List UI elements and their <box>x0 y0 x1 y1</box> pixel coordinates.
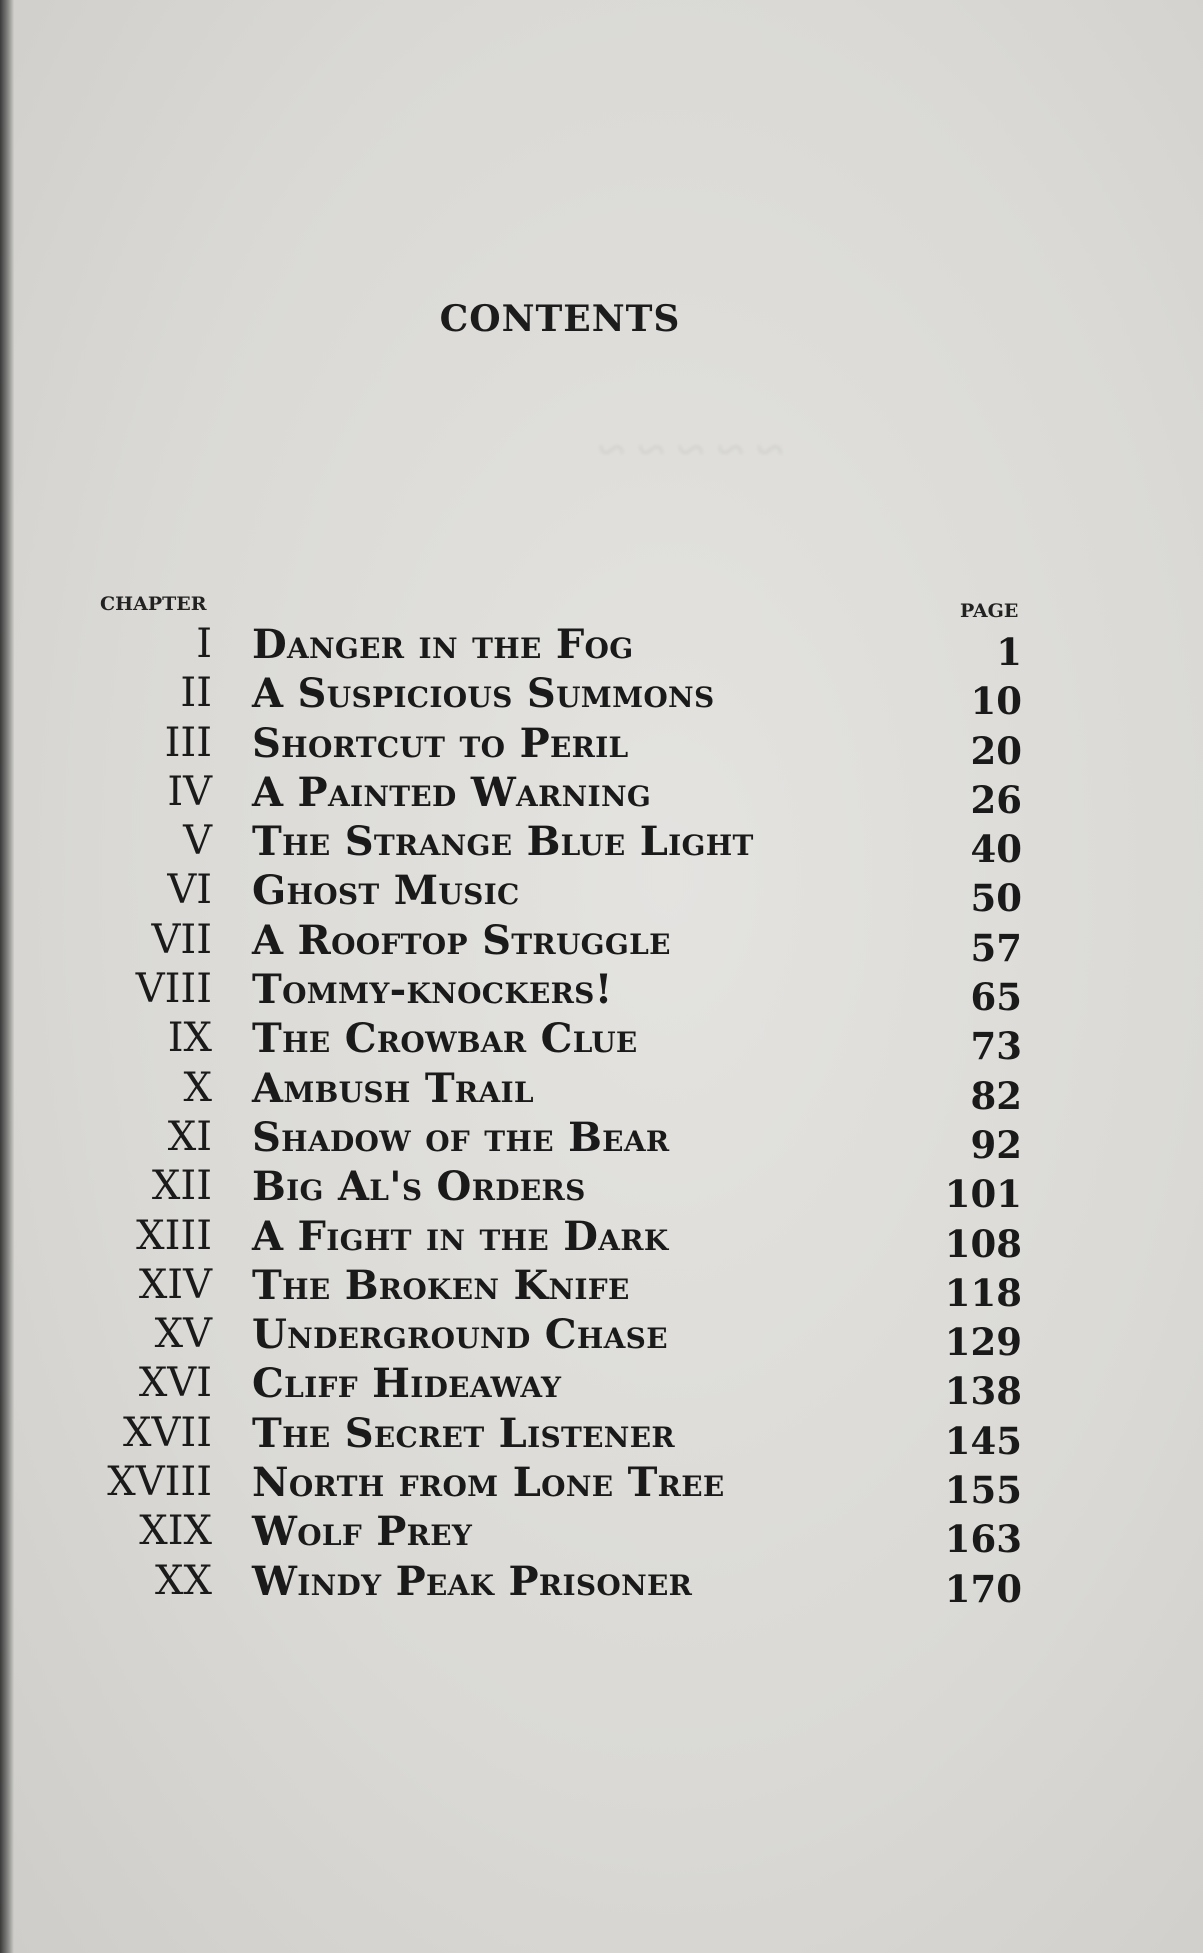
toc-row <box>0 768 1060 822</box>
chapter-title: Big Al's Orders <box>252 1163 586 1211</box>
chapter-title: A Fight in the Dark <box>252 1212 669 1260</box>
chapter-number: XIX <box>139 1508 212 1555</box>
chapter-page: 40 <box>970 827 1022 872</box>
chapter-number: XII <box>151 1163 212 1210</box>
chapter-number: IX <box>167 1015 212 1062</box>
toc-row <box>0 1261 1060 1315</box>
chapter-title: Danger in the Fog <box>252 621 634 668</box>
page-column-header: PAGE <box>960 600 1019 622</box>
toc-row <box>0 1409 1060 1463</box>
chapter-title: A Suspicious Summons <box>252 670 715 718</box>
chapter-page: 155 <box>944 1468 1022 1513</box>
chapter-title: A Rooftop Struggle <box>252 916 671 964</box>
chapter-number: X <box>183 1064 212 1111</box>
page-title: CONTENTS <box>439 298 681 340</box>
chapter-page: 10 <box>970 679 1022 724</box>
chapter-page: 1 <box>996 630 1022 674</box>
chapter-page: 57 <box>970 925 1022 970</box>
chapter-page: 65 <box>970 975 1022 1020</box>
chapter-number: I <box>196 621 212 667</box>
chapter-title: Wolf Prey <box>252 1508 473 1556</box>
table-of-contents <box>0 620 1060 1611</box>
chapter-number: XVI <box>138 1360 212 1407</box>
chapter-title: Windy Peak Prisoner <box>252 1557 693 1605</box>
chapter-page: 108 <box>944 1221 1022 1266</box>
chapter-title: Underground Chase <box>252 1311 668 1359</box>
toc-row <box>0 1458 1060 1513</box>
toc-row <box>0 669 1060 724</box>
chapter-title: Ghost Music <box>252 867 520 915</box>
chapter-number: VII <box>151 916 212 963</box>
chapter-number: XIII <box>136 1212 212 1259</box>
toc-row <box>0 965 1060 1020</box>
chapter-number: XX <box>155 1557 212 1604</box>
chapter-number: V <box>183 818 212 865</box>
chapter-title: Shortcut to Peril <box>252 719 629 767</box>
chapter-number: III <box>164 719 212 766</box>
chapter-page: 50 <box>970 876 1022 921</box>
chapter-page: 118 <box>944 1270 1022 1315</box>
chapter-page: 82 <box>970 1073 1022 1118</box>
chapter-page: 26 <box>970 777 1022 822</box>
chapter-number: XV <box>154 1311 212 1358</box>
chapter-page: 170 <box>944 1566 1022 1611</box>
chapter-title: Shadow of the Bear <box>252 1113 670 1161</box>
chapter-title: Cliff Hideaway <box>252 1360 562 1408</box>
chapter-title: The Broken Knife <box>252 1261 630 1309</box>
chapter-title: Ambush Trail <box>252 1064 534 1112</box>
toc-row <box>0 1113 1060 1167</box>
chapter-number: II <box>180 670 212 717</box>
chapter-number: IV <box>167 768 212 815</box>
chapter-title: North from Lone Tree <box>252 1459 725 1507</box>
toc-row <box>0 1014 1060 1069</box>
chapter-title: The Secret Listener <box>252 1409 675 1457</box>
chapter-number: XVII <box>123 1409 212 1456</box>
chapter-page: 20 <box>970 728 1022 773</box>
toc-row <box>0 1557 1060 1611</box>
chapter-page: 138 <box>944 1369 1022 1414</box>
chapter-page: 129 <box>944 1320 1022 1365</box>
toc-row <box>0 817 1060 872</box>
chapter-number: VI <box>167 867 212 914</box>
toc-row <box>0 620 1060 674</box>
chapter-page: 163 <box>944 1517 1022 1562</box>
toc-row <box>0 1359 1060 1414</box>
toc-row <box>0 1212 1060 1266</box>
chapter-number: XIV <box>138 1261 212 1308</box>
chapter-title: Tommy-knockers! <box>252 966 613 1014</box>
toc-row <box>0 1162 1060 1217</box>
chapter-number: XVIII <box>107 1459 212 1506</box>
chapter-number: XI <box>167 1113 212 1160</box>
chapter-title: The Strange Blue Light <box>252 818 754 866</box>
chapter-title: The Crowbar Clue <box>252 1015 638 1063</box>
chapter-page: 145 <box>944 1418 1022 1463</box>
chapter-number: VIII <box>135 966 212 1013</box>
toc-row <box>0 1310 1060 1365</box>
toc-row <box>0 866 1060 921</box>
chapter-page: 101 <box>944 1172 1022 1217</box>
chapter-page: 73 <box>970 1024 1022 1069</box>
toc-row <box>0 1064 1060 1118</box>
toc-row <box>0 1507 1060 1562</box>
chapter-page: 92 <box>970 1122 1022 1167</box>
toc-row <box>0 719 1060 773</box>
chapter-title: A Painted Warning <box>252 768 652 816</box>
chapter-column-header: CHAPTER <box>100 593 207 615</box>
bleed-through-text: ~ ~ ~ ~ ~ <box>598 421 784 477</box>
toc-row <box>0 916 1060 970</box>
